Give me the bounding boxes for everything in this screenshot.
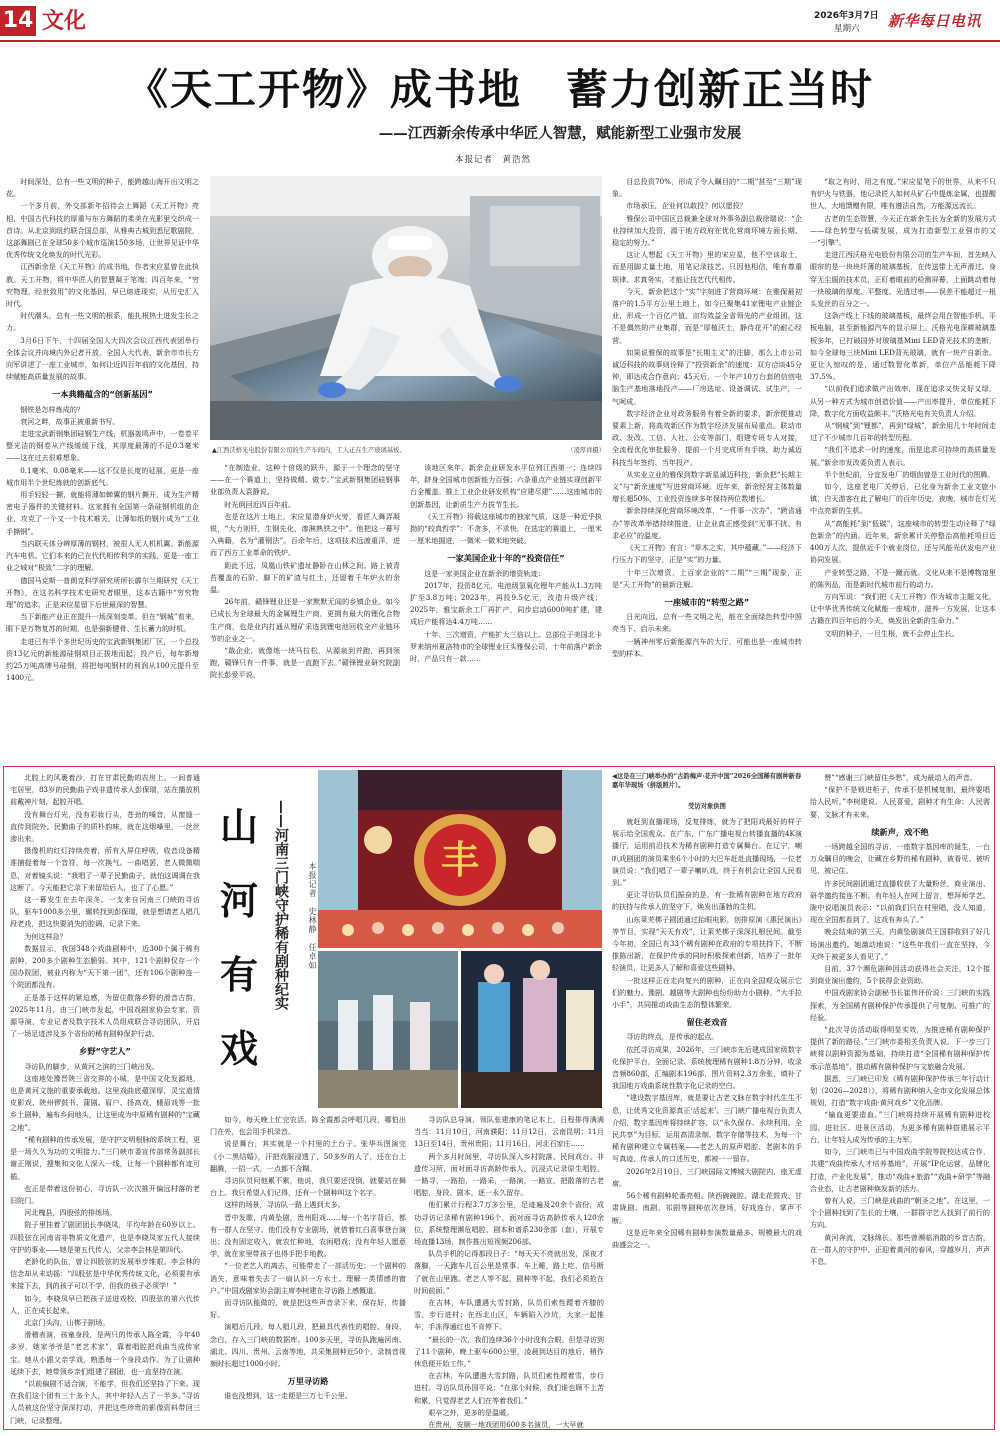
paragraph: 黄河奔流，文脉绵长。那些曾濒临消散的乡音古韵，在一群人的守护中，正迎着黄河的春风，穿越岁月，声声不息。 [810, 1232, 990, 1266]
issue-weekday: 星期六 [834, 24, 860, 34]
paragraph: 赞”“感谢三门峡留住乡愁”，成为最动人的声音。 [824, 773, 977, 782]
paragraph: 就赶到直播现场，反复排练，就为了把阳戏最好的样子展示给全国观众。在广东，广东广播电视台转播直播的4K演播厅，运用前沿技术为稀有剧种打造专属舞台。在辽宁，喇叭戏剧团的演员乘坐6个小时的大巴车赶赴直播现场，一位老演员说：“我们唱了一辈子喇叭戏，终于有机会让全国人民看到。” [612, 817, 802, 888]
paragraph: 今天，新余把这个“实”字刻进了营商环境：在雅保最初落户的1.5平方公里土地上，如今已聚集41家锂电产业链企业，形成一个百亿产值、亩均效益全省领先的产业组团。这不是偶然的产业集群，而是“厚植沃土，静待花开”的耐心经营。 [612, 286, 802, 345]
paragraph: 时间深处，总有一些文明的种子，能跨越山海开出文明之花。 [6, 177, 199, 199]
paragraph: 十年三次增资，上百家企业的“二期”“三期”现象，正是“天工开物”的最新注解。 [612, 567, 802, 589]
paragraph: 曾有人说，三门峡是戏曲的“朝圣之地”。在这里，一个个剧种找到了生长的土壤，一群群守艺人找到了前行的方向。 [810, 1195, 990, 1230]
paragraph: 说是舞台，其实就是一个村里的土台子。张华兵图演完《小二黑结婚》，汗把戏服浸透了，50多岁的人了，还在台上翻腾，一招一式，一点都不含糊。 [210, 1139, 406, 1173]
paragraph: 方向军说：“我们把《天工开物》作为城市主题文化，让中华优秀传统文化赋能一座城市，滋养一方发展，让这本古籍在四百年后的今天，焕发出全新的生命力。” [810, 591, 996, 626]
paragraph: 许多民间剧团通过直播收获了大量粉丝，商业演出、研学邀约接连不断。有年轻人在网上留言，想拜师学艺。陇中说唱演员表示：“以前我们只在村里唱，没人知道，现在全国都看到了，这戏有奔头了。” [810, 878, 990, 925]
paragraph: 而寻访队能做的，就是把这些声音录下来，保存好，传播好。 [210, 1298, 406, 1320]
issue-date: 2026年3月7日 [814, 11, 879, 21]
paragraph: 在吉林，车队遭遇大雪封路，队员们索性蹚着齐膝的雪，步行进村；在西北山区，车辆陷入沙坑，大家一起推车，手冻得通红也不肯停下。 [414, 1298, 604, 1332]
article2-colC [414, 1114, 604, 1430]
title-char: 有 [219, 952, 258, 997]
paragraph: “输血更要造血。”三门峡将持续开展稀有剧种进校园、进社区、进景区活动，为更多稀有剧种搭建展示平台，让年轻人成为传承的主力军。 [810, 1110, 990, 1144]
paragraph: 2017年，投资8亿元，电池级氢氧化锂年产能从1.3万吨扩至3.8万吨；2023年，再投9.5亿元，改造升级产线；2025年，雅宝新余工厂再扩产，同步启动6000吨扩建，建成后产能将达4.4万吨…… [410, 580, 602, 627]
paragraph: 目总投资70%，形成了令人瞩目的“二期”甚至“三期”现象。 [612, 177, 802, 199]
paragraph: 时代潮头，总有一些文明的根系，能扎根热土进发生长之力。 [6, 311, 199, 333]
paragraph: 依托寻访成果，2026年，三门峡市先后建成国家级数字化保护平台，全面记录、系统梳理稀有剧种1.8万分钟，收录音频860部，汇编剧本196部，图片资料2.3万余张，填补了我国地方戏曲系统性数字化记录的空白。 [612, 1044, 802, 1091]
paragraph: 没有舞台灯光，没有彩妆行头，苍劲的嗓音，从窗缝一直传到院外。民勤曲子的质朴韵味，就在这烟嗓里，一丝丝渗出来。 [10, 809, 200, 844]
stage-photo-credit: 受访对象供图 [688, 803, 726, 810]
section-heading: 万里寻访路 [287, 1376, 329, 1387]
paragraph: 寻访队员问他累不累，他说，我只要还没倒，就要站在舞台上。我只希望人们记得，还有一个剧种叫这个名字。 [210, 1176, 406, 1198]
paragraph: 《天工开物》将载这座城市的独家气质，这是一种近乎执拗的“较真哲学”：不贪多，不求快，在选定的赛道上，一厘米一厘米地掘进，一微米一微米地突破。 [410, 511, 602, 546]
paragraph: 在吉林，车队遭遇大雪封路，队员们索性蹚着雪，步行进村。寻访队员孙国平说：“在那个时候，我们谁也顾不上苦和累，只觉得老艺人们在等着我们。” [414, 1371, 604, 1405]
factory-photo-image [210, 176, 602, 440]
paragraph: 一个多月前，外交部新年招待会上舞蹈《天工开物》亮相，中国古代科技的厚重与东方舞蹈的柔美在光影里交织成一首诗。从北京到纽约联合国总部，从雅典古城到悉尼歌剧院，这部舞剧已在全球50多个城市巡演150多场，让世界见证中华优秀传统文化焕发的时代光彩。 [6, 201, 199, 260]
article2-colB [210, 1114, 406, 1424]
paragraph: 十年、三次增资，产能扩大三倍以上。总部位于美国北卡罗来纳州夏洛特市的全球锂业巨头雅保公司，十年前落户新余时，产品只有一款…… [410, 629, 602, 664]
paragraph: “此次寻访活动取得明显实效，为推进稀有剧种保护提供了新的路径。”三门峡市委相关负责人说，下一步三门峡将以剧种资源为基础，持续打造“全国稀有剧种保护传承示范基地”，推动稀有剧种保护与文旅融合发展。 [810, 1025, 990, 1071]
paragraph: 在贵州，安顺一地戏团用600多名演员，一大早就 [428, 1420, 584, 1430]
paragraph: 这让人想起《天工开物》里的宋应星，他不空谈取士，而是用脚丈量土地，用笔记录技艺。只因他相信，唯有尊重规律、求真务实，才能让技艺代代相传。 [612, 250, 802, 284]
paragraph: 河北槐县，四股弦的排练场。 [24, 1208, 117, 1218]
paragraph: 走进宝武新钢集团硅钢生产线，机器轰鸣声中，一卷卷平整光洁的钢卷从产线缓缓下线，其厚度最薄的不足0.3毫米——这在过去很难想象。 [6, 429, 199, 463]
paragraph: “一位老艺人的离去，可能带走了一部活历史；一个剧种的消失，意味着失去了一扇认识一方水土、理解一类情感的窗户。”中国戏剧家协会副主席李树建在寻访路上感慨道。 [210, 1261, 406, 1295]
section-heading: 一座城市的“转型之路” [664, 596, 750, 607]
paragraph: 这是一家美国企业在新余的增资轨迹： [424, 568, 545, 578]
paragraph: 据悉，三门峡已印发《稀有剧种保护传承三年行动计划（2026—2028）》，将稀有剧种纳入全市文化发展总体规划，打造“数字戏曲·黄河戏乡”文化品牌。 [810, 1073, 990, 1108]
article1-col2b [410, 462, 602, 760]
paragraph: “稀有剧种的传承发展，是守护文明根脉的系统工程，更是一场久久为功的文明接力。”三门峡市委宣传部常务副部长谢正刚说，搜集和文化人深入一线，让每一个剧种都有迹可循。 [10, 1134, 200, 1181]
paper-logo: 新华每日电讯 [888, 12, 982, 30]
paragraph: 古老的生态智慧，今天正在新余生长为全新的发展方式——绿色转型与低碳发展，成为打造新型工业强市的又一“引擎”。 [810, 213, 996, 248]
paragraph: “最长的一次，我们连续36个小时没有合眼。但是寻访到了11个剧种，晚上驱车600公里，凌晨到达目的地后，稍作休息便开始工作。” [414, 1334, 604, 1369]
paragraph: 当下新能产业正在提升一场深刻变革。但在“钢城”看来，眼下是万物复苏的时期，也是强新健骨、生长蓄力的时机。 [6, 612, 199, 634]
title-char: 河 [219, 878, 258, 923]
paragraph: 晚会结束的第三天，内黄坠剧演员王国群收到了好几场演出邀约。她激动地说：“这些年我们一直在坚持，今天终于被更多人看见了。” [810, 927, 990, 961]
paragraph: 从“高能耗”到“低碳”，这座城市的转型生动诠释了“绿色新余”的内涵。近年来，新余累计关停整治高能耗项目近400万人次，提供近千个就业岗位，还与风能光伏发电产业协同发展。 [810, 518, 996, 565]
photo-credit: （凌厚祥摄） [567, 447, 605, 454]
paragraph: 艰辛之外，更多的是温暖。 [428, 1407, 514, 1417]
paragraph: 一批这样正在走向复兴的剧种，正在向全国观众展示它们的魅力。豫剧、越剧等大剧种也纷纷助力小剧种，“大手拉小手”，共同推动戏曲生态的整体繁荣。 [612, 975, 802, 1010]
paragraph: 产业转型之路，不是一蹴而就。文化从来不是博物馆里的陈列品，而是新时代城市前行的动力。 [810, 567, 996, 589]
paragraph: 北京门头沟，山梆子剧场。 [24, 1317, 110, 1327]
paragraph: 队员手机的记得那段日子：“每天天不亮就出发，深夜才落脚，一天跑车几百公里是常事。车上睡，路上吃，信号断了就在山里跑。老艺人等不起，剧种等不起，我们必须抢在时间前面。” [414, 1249, 604, 1295]
photo-caption: ▲江西沃格光电股份有限公司的生产车间内，工人正在生产玻璃基板。 [212, 447, 406, 454]
article1-col2a [210, 462, 400, 760]
paragraph: 这样的场景，寻访队一路上遇到太多。 [224, 1200, 345, 1210]
paragraph: 正是基于这样的紧迫感，为留住散落乡野的滑音古韵，2025年11月，由三门峡市发起，中国戏剧家协会专家，资源导演，专业记者及数字技术人员组成联合寻访团队，开启了一场足迹涉及多个省份的稀有剧种保护行动。 [10, 992, 200, 1039]
paragraph: 也是在这片土地上，宋应星潜身炉火旁，看匠人舞弄凝锐，“大力则钎，生钢先化，渗淋熟铁之中”。他把这一幕写入典籍，名为“灌钢法”。百余年后，这项技术远渡重洋，进而了西方工业革命的铁炉。 [210, 511, 400, 558]
paragraph: 日光向远，总有一些文明之光，能在全面绿色转型中照亮当下、启示未来。 [612, 612, 802, 634]
opera-stage-photo [318, 770, 602, 1108]
article2-subtitle: ——河南三门峡守护稀有剧种纪实 [273, 800, 289, 1010]
paragraph: 从“钢城”到“锂都”，再到“绿城”，新余用几十年时间走过了不少城市几百年的转型历程。 [810, 421, 996, 443]
paragraph: 老龄化的队伍，曾让四股弦的发展举步维艰。李会林的信念却从未动摇：“四股弦是中华优秀传统文化，必须要有承来接下去，到的孩子可以不学，但我的孩子必须学！” [10, 1256, 200, 1291]
paragraph: 从实业立业的雅保到数字新星诚迈科技，新余把“长期主义”与“新余速度”写进营商环境。近年来，新余经营主体数量增长超50%，工业投资连续多年保持两位数增长。 [612, 469, 802, 504]
paragraph: 目前，37个濒危剧种因活动获得社会关注，12个接到商业演出邀约，5个获得企业资助。 [810, 964, 990, 986]
paragraph: 雅保公司中国区总裁兼全球对外事务副总裁徐瑞说：“企业持续加大投资，源于地方政府在优化营商环境方面长期、稳定的努力。” [612, 213, 802, 248]
paragraph: “我们不追求一时的速度，而是追求可持续的高质量发展。”新余市发改委负责人表示。 [810, 445, 996, 467]
paragraph: 院子里挂着了剧团团长李晓凤，平均年龄在60岁以上。四股弦在河南省非物质文化遗产，也是李晓凤家五代人接续守护的事业——她是第五代传人，父亲李会林是第四代。 [10, 1220, 200, 1254]
masthead-rule [0, 40, 1000, 42]
paragraph: 一辆神州零后新能源汽车的大厅，可能也是一座城市转型的样本。 [612, 636, 802, 658]
paragraph: “以前我们追求做产出效率，现在追求又快又好又绿，从另一种方式为城市创造价值——产出率提升，单位能耗下降，数字化方面收益颇丰。”沃格光电有关负责人介绍。 [810, 384, 996, 418]
title-char: 戏 [219, 1026, 258, 1071]
paragraph: 寻访队的脚步，从黄河之滨的三门峡出发。 [24, 1061, 159, 1071]
paragraph: 这条产线上下线的玻璃基板，最终会用在智能手机、平板电脑，甚至新能源汽车的显示屏上。沃格光电深耕玻璃基板多年，已打破国外对玻璃基Mini LED背光技术的垄断，如今全球每三块Mini LED背光玻璃，就有一块产自新余。更让人惊叹的是，通过数智化革新，单位产品能耗下降37.5%。 [810, 311, 996, 382]
paragraph: 0.1毫米、0.08毫米——这不仅是长度的延展，更是一座城市用半个世纪炼就的创新底气。 [6, 465, 199, 487]
paragraph: 德国马克斯一普朗克科学研究所所长霹尔兰期研究《天工开物》，在这名科学技术史研究者眼里，这本古籍中“穷究物理”的追求，正是宋应星留下后世最深的智慧。 [6, 575, 199, 609]
paragraph: 寻访的终点，是传承的起点。 [626, 1032, 719, 1042]
paragraph: 文明的种子，一旦生根，就不会停止生长。 [824, 628, 959, 638]
paragraph: 该地区来年，新余企业研发水平位列江西第一；连续四年，跻身全国城市创新能力百强；六条重点产业链实现创新平台全覆盖。推上工业企业研发机构“应建尽建”……这座城市的创新基因，让新质生产力拔节生长。 [410, 463, 602, 509]
title-char: 山 [219, 804, 258, 849]
stage-photo-caption: ◀这是在三门峡举办的“古韵梅声·花开中国”2026全国稀有剧种新春嘉年华现场（拼版照片）。 [612, 773, 802, 789]
factory-photo [210, 176, 602, 440]
paragraph: 2026年2月10日，三门峡国际文博城大剧院内，座无虚席。 [612, 1166, 802, 1188]
paragraph: 市场承压，企业何以敢投？何以愿投？ [626, 201, 747, 211]
paragraph: 时光倒回近四百年前。 [224, 499, 296, 509]
paragraph: 江西新余是《天工开物》的成书地，作者宋应星曾在此执教。天工开物，将中华匠人的智慧凝于笔端；四百年来，“穷究物理，经世致用”的文化基因，早已熔进现实，从历史汇入时代。 [6, 262, 199, 309]
paragraph: 北腔上的风裹着沙，打在甘肃民勤的农房上。一间普通宅居里，83岁的民勤曲子戏非遗传承人彭保瑞，站在播放机前戴神片刻，起腔开唱。 [10, 773, 200, 807]
opera-stage-image [318, 770, 602, 1108]
paragraph: 也正是带着这份初心，寻访队一次次推开偏远村落的老旧院门。 [10, 1183, 200, 1205]
paragraph: 当内联天体分辨厚薄的钢材，被很人无人机机翼、新能源汽车电机、它们本来的已在代代相传利学的实践，更是一座工业之城对“极致”二字的理解。 [6, 538, 199, 573]
article2-byline: 本报记者 史林静 任卓如 [308, 862, 317, 970]
stage-banner-character: 丰 [440, 837, 479, 882]
paragraph: 如今，李晓凤早已把孩子送进戏校，四股弦的第六代传人，正在成长起来。 [10, 1293, 200, 1315]
paragraph: 数字经济企业对政务服务有着全新的要求，新余便推动要素上新，将高效新区作为数字经济发展布局重点。联动市政、发改、工信、人社、公安等部门，组建专班专人对接，全流程优化审批服务，提前一个月完成所有手续，助力诚迈科技当年签约、当年投产。 [612, 408, 802, 467]
paragraph: 如今，每天晚上忙完农活，陈全霞都会呼唱几段，哪怕出门在外，也会用手机录音。 [210, 1115, 406, 1137]
article1-byline: 本报记者 黄浩然 [455, 155, 532, 165]
paragraph: 两个多月时间里，寻访队深入乡村院落、民间戏台、非遗传习所，面对面寻访高龄传承人，沉浸式记录原生唱腔。一路寻，一路拍，一路采，一路演，一路宣，把散落的古老唱腔，身段、剧本，逐一永久留存。 [414, 1151, 604, 1198]
section-heading: 留住老戏音 [686, 1017, 728, 1028]
paragraph: 这一幕发生在去年深冬。一支来自河南三门峡的寻访队，驱车1000多公里，辗转找到彭保瑞，就是想请老人唱几段老戏，把这快要消失的腔调，记录下来。 [10, 895, 200, 929]
paragraph: 衰河之畔，故事正被重新书写。 [20, 416, 120, 426]
article1-col3 [612, 176, 802, 760]
paragraph: 为何这样急？ [24, 931, 67, 941]
paragraph: 中国戏剧家协会副秘书长崔伟评价说：三门峡的实践探索，为全国稀有剧种保护传承提供了可复制、可推广的经验。 [810, 988, 990, 1022]
paragraph: 寻访队总导演，领队张建康的笔记本上，日程排得满满当当：11月10日，河南濮阳；11月12日，云南昆明；11月13日至14日，贵州贵阳；11月16日，河北石家庄…… [414, 1115, 604, 1149]
article1-title: 《天工开物》成书地 蓄力创新正当时 [125, 65, 874, 114]
paragraph: 更让寻访队员们振奋的是，有一批稀有剧种在地方政府的扶持与传承人的坚守下，焕发出蓬勃的生机。 [612, 890, 802, 912]
paragraph: “在制造业，这种十倍级的跃升，源于一个理念的坚守——在一个赛道上，坚持做精、做专。”宝武新钢集团硅钢事业部负责人袁静说。 [210, 463, 400, 497]
paragraph: 半个世纪前，分宜发电厂的烟囱曾是工业时代的图腾。 [824, 469, 995, 479]
article1-subtitle: ——江西新余传承中华匠人智慧，赋能新型工业强市发展 [378, 126, 742, 142]
paragraph: 一场跨越全国的寻访，一座数字基因库的诞生，一台万众瞩目的晚会，让藏在乡野的稀有剧种，被看见、被听见、被记住。 [810, 842, 990, 876]
paragraph: 他们累计行程3.7万多公里，足迹遍及20余个省份，成功寻访记录稀有剧种196个，面对面寻访高龄传承人120余位，系统整理濒危唱腔、剧本和谱系230余部（套），开展专场直播13场，制作推出短视频206部。 [414, 1200, 604, 1247]
article2-colE [810, 772, 990, 1424]
paragraph: 摄像机的红灯持续亮着，所有人屏住呼吸，收音设备精准捕捉着每一个音符，每一次换气。一曲唱罢，老人微微喘息，对着镜头说：“我唱了一辈子民勤曲子，就怕这调调在我这断了。今天能把它录下来留给后人，也了了心愿。” [10, 846, 200, 892]
article1-col4 [810, 176, 996, 760]
paragraph: 3月6日下午，十四届全国人大四次会议江西代表团举行全体会议并向境内外记者开放。全国人大代表、新余市市长方向军讲述了一座工业城市，如何让近四百年前的文化基因，持续赋能高质量发展的故事。 [6, 335, 199, 382]
paragraph: 用手轻轻一撕，就能将薄如蝉翼的钢片撕开，成为生产精密电子器件的关键材料。这家拥有全国第一条硅钢机组的企业，攻克了一个又一个技术难关，让薄如纸的钢片成为“工业手撕钢”。 [6, 490, 199, 536]
section-heading: 一家美国企业十年的“投资信任” [447, 553, 565, 564]
paragraph: 钢铁是怎样炼成的？ [20, 404, 85, 414]
paragraph: “建设数字基因库，就是要让古老文脉在数字时代生生不息，让优秀文化资源真正‘活起来’。三门峡广播电视台负责人介绍，数字基因库将持续扩容，以“永久保存、永续利用、全民共享”为目标，运用高清录制、数字存储等技术，为每一个稀有剧种建立专属档案——老艺人的原声唱腔、老剧本的手写真迹、传承人的口述历史，都被一一留存。 [612, 1093, 802, 1164]
section-heading: 续新声，戏不绝 [871, 826, 929, 837]
paragraph: 滑稽表演，孩童身段，是两只的传承人陈全霞，今年40多岁，她家爷爷是“老艺术家”，靠着唱腔把戏曲当成传家宝。她从小跟父亲学戏，熟悉每一个身段动作。为了让剧种延续下去，她带领乡亲们组建了剧团，也一直坚持在演。 [10, 1330, 200, 1376]
paragraph: “保护不是锁进柜子，传承不是机械复制，最终要唱给人民听。”李树建说，人民喜爱，剧种才有生命；人民需要，文脉才有未来。 [810, 785, 990, 819]
paragraph: 新余持续深化营商环境改革，“一件事一次办”、“跨省通办”等改革举措持续推进，让企业真正感受到“无事不扰、有求必应”的温度。 [612, 506, 802, 540]
paragraph: 数据显示，我国348个戏曲剧种中，近300个属于稀有剧种，200多个剧种生态脆弱。其中，121个剧种仅存一个国办院团，被业内称为“天下第一团”，还有106个剧种连一个院团都没有。 [10, 943, 200, 990]
article2-title [214, 790, 264, 1086]
page-number: 14 [2, 8, 34, 33]
paragraph: 山东莱芜梆子剧团通过抬眼电影，创排原演《惠民演出》等节目，实现“天天有戏”，让莱芜梆子深深扎根民间。截至今年初，全国已有33个稀有剧种在政府的专项扶持下，不断推陈出新，在保护传承的同时积极探索创新，培养了一批年轻演员，让更多人了解和喜爱这些剧种。 [612, 914, 802, 973]
paragraph: 26年前，赣锋锂业还是一家默默无闻的乡镇企业。如今已成长为全球最大的金属锂生产商，更拥有最大的锂化合物生产商，也是业内打通从锂矿采选到锂电池回收全产业链环节的企业之一。 [210, 597, 400, 643]
paragraph: 谁也没想到，这一走便是三万七千公里。 [224, 1391, 352, 1401]
article2-colA [10, 772, 200, 1424]
paragraph: 距此不远，凤凰山铁矿遗址静卧在山林之间。路上被青苔覆盖的石阶，脚下的矿渣与红土，还留着千年炉火的余温。 [210, 560, 400, 595]
article1-col1 [6, 176, 199, 760]
section-heading: 乡野“守艺人” [79, 1046, 131, 1057]
paragraph: “敢企业，就像炼一块马拉松，从源泉到并跑，再到领跑，赣锋只有一件事，就是一直跑下去。”赣锋锂业研究院副院长彭爱平说。 [210, 646, 400, 680]
paragraph: 如今，这座老电厂关停后，已化身为新余工业文旅小镇，白天游客在此了解电厂的百年历史，夜晚，城市在灯光中点亮新的生机。 [810, 482, 996, 516]
paragraph: 如果说雅保的故事是“长期主义”的注脚，那么上市公司诚迈科技的故事则诠释了“投资新余”的速度：双方洽谈45分钟，即达成合作意向；45天后，一个年产10万台套的信创电脑生产基地落地投产——厂房选址、设备调试、试生产，一气呵成。 [612, 347, 802, 406]
paragraph: “取之有时，用之有度。”宋应星笔下的世界，从来不只有炉火与铁器，他记录匠人如何从矿石中提炼金属，也提醒世人，大地馈赠有限，唯有遵法自然，方能源远流长。 [810, 177, 996, 211]
paragraph: 走进江西沃格光电股份有限公司的生产车间，首先映入眼帘的是一块块纤薄的玻璃基板，在传送带上无声滑过。身穿无尘服的技术员，正盯着眼前的检测屏幕，上面跳动着每一块玻璃的厚度、平整度、光透过率——误差不能超过一根头发丝的百分之一。 [810, 250, 996, 309]
section-name: 文化 [42, 8, 87, 34]
section-heading: 一本典籍蕴含的“创新基因” [52, 389, 153, 400]
paragraph: 晋中发歌，内黄坠剧，贵州阳戏……每一个名字背后，都有一群人在坚守。他们没有专业剧场，就借着红白喜事登台演出；没有固定收入，就农忙种地，农闲唱戏；没有年轻人愿意学，就在家里带孩子也得手把手地教。 [210, 1212, 406, 1259]
paragraph: 演唱后几段，每人唱几段，把最具代表性的唱腔、身段、念白，存入三门峡的数据库。100多天里，寻访队跑遍河南、湖北、四川、贵州、云南等地，共采集剧种近50个，录制音视频时长超过1000小时。 [210, 1322, 406, 1369]
article2-colD [612, 816, 802, 1424]
paragraph: 《天工开物》有言：“草木之实，其中蕴藏。”——经济下行压力下的坚守，正是“实”的力量。 [612, 543, 802, 565]
paragraph: 如今，三门峡市已与中国戏曲学院等院校达成合作，共建“戏曲传承人才培养基地”，开展“IP化运营，品牌化打造，产业化发展”，推动“戏曲+旅游”“戏曲+研学”等融合业态，让古老剧种焕发新的活力。 [810, 1147, 990, 1193]
paragraph: 走进已有半个多世纪历史的宝武新钢集团厂区，一个总投资13亿元的新能源硅钢项目正拔地而起，投产后，每年新增约25万吨高牌号硅钢，将把每吨钢材的利润从100元提升至1400元。 [6, 636, 199, 683]
paragraph: 这是近年来全国稀有剧种参演数量最多、规模最大的戏曲盛会之一。 [612, 1227, 802, 1249]
paragraph: “以前偏剧不适合演，不能学，但我们还坚持了下来。现在我们这个团有三十多个人，其中年轻人占了一半多。”寻访人员被这份坚守深深打动，并把这些珍贵的影像资料带回三门峡，记录整理。 [10, 1378, 200, 1425]
paragraph: 56个稀有剧种轮番亮相。陕西碗碗腔、湖北花鼓戏、甘肃陇剧、南剧、祁剧等剧种依次登场，好戏连台，掌声不断。 [612, 1191, 802, 1225]
paragraph: 这座地处豫晋陕三省交界的小城，是中国文化发源地，也是黄河文旅的重要承载地。这里戏曲底蕴深厚，灵宝道情皮影戏、陕州锣鼓书、蒲剧、眉户、扬高戏、蛾眉戏等一批乡土剧种，遍布乡间地头，让这里成为中原稀有剧种的“宝藏之地”。 [10, 1073, 200, 1132]
